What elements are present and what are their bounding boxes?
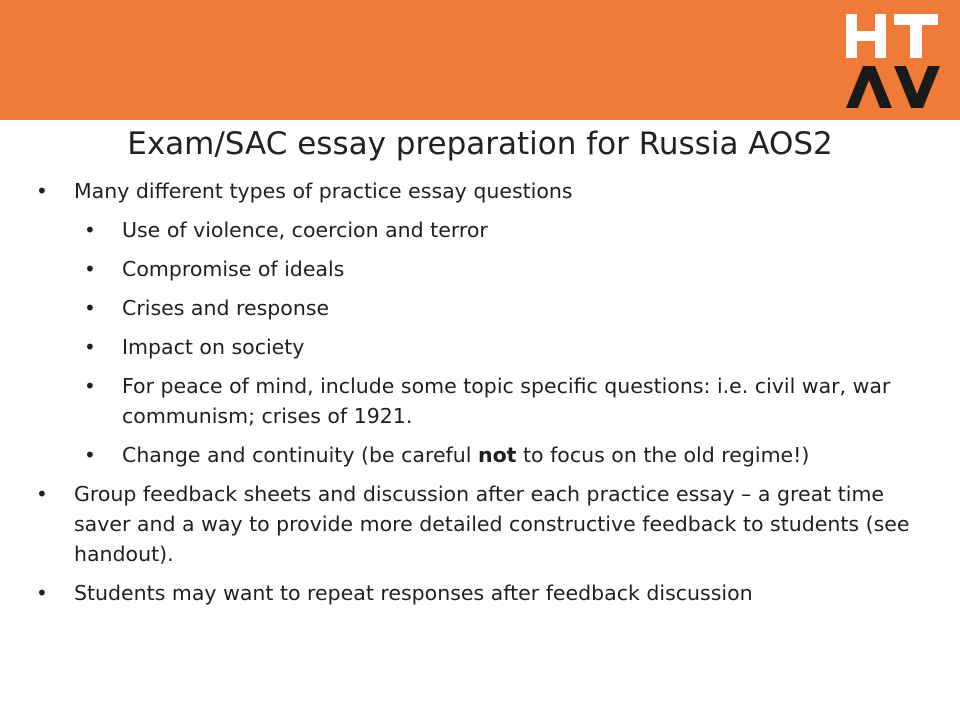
bullet-item xyxy=(36,479,936,569)
sub-bullet-item xyxy=(84,215,936,245)
bullet-text xyxy=(122,440,936,470)
sub-bullet-item xyxy=(84,332,936,362)
bullet-dot-icon: • xyxy=(84,443,96,467)
htav-logo-icon xyxy=(842,8,942,113)
header-band xyxy=(0,0,960,120)
bullet-text: Crises and response xyxy=(122,296,330,320)
bullet-text: Group feedback sheets and discussion after each practice essay – a great time saver and a way to provide more detailed constructive feedback to students (see handout). xyxy=(74,482,910,566)
bullet-text: Many different types of practice essay questions xyxy=(74,179,573,203)
bullet-dot-icon: • xyxy=(36,179,48,203)
bullet-text: Compromise of ideals xyxy=(122,257,345,281)
bullet-dot-icon: • xyxy=(36,482,48,506)
bullet-dot-icon: • xyxy=(84,257,96,281)
bullet-dot-icon: • xyxy=(36,581,48,605)
bullet-text: For peace of mind, include some topic specific questions: i.e. civil war, war communism; crises of 1921. xyxy=(122,374,891,428)
bullet-text: Students may want to repeat responses after feedback discussion xyxy=(74,581,753,605)
bullet-text-part: Change and continuity (be careful xyxy=(122,443,478,467)
sub-bullet-item xyxy=(84,440,936,470)
slide-title: Exam/SAC essay preparation for Russia AOS2 xyxy=(127,126,833,162)
sub-bullet-item xyxy=(84,293,936,323)
bullet-item xyxy=(36,578,936,608)
bullet-dot-icon: • xyxy=(84,218,96,242)
bullet-item xyxy=(36,176,936,206)
bullet-text: Impact on society xyxy=(122,335,305,359)
bullet-text: Use of violence, coercion and terror xyxy=(122,218,488,242)
bullet-text-part: to focus on the old regime!) xyxy=(516,443,810,467)
bullet-list xyxy=(36,176,936,617)
bullet-emphasis: not xyxy=(477,443,517,467)
sub-bullet-item xyxy=(84,371,936,431)
bullet-dot-icon: • xyxy=(84,335,96,359)
bullet-dot-icon: • xyxy=(84,374,96,398)
sub-bullet-item xyxy=(84,254,936,284)
bullet-dot-icon: • xyxy=(84,296,96,320)
